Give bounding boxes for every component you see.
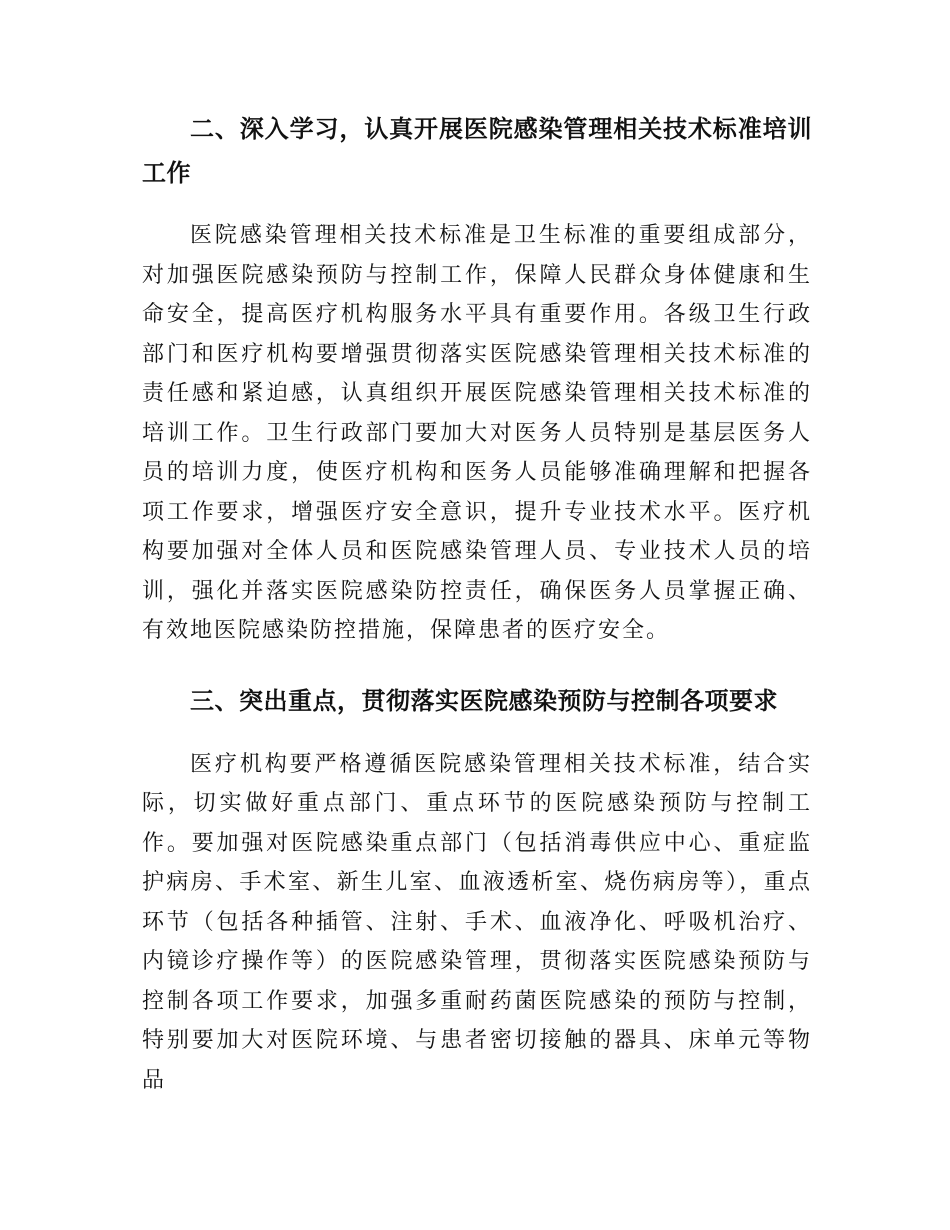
spacer — [142, 195, 812, 216]
section-three-paragraph: 医疗机构要严格遵循医院感染管理相关技术标准，结合实际，切实做好重点部门、重点环节的医院感染预防与控制工作。要加强对医院感染重点部门（包括消毒供应中心、重症监护病房、手术室、新生儿室、血液透析室、烧伤病房等），重点环节（包括各种插管、注射、手术、血液净化、呼吸机治疗、内镜诊疗操作等）的医院感染管理，贯彻落实医院感染预防与控制各项工作要求，加强多重耐药菌医院感染的预防与控制，特别要加大对医院环境、与患者密切接触的器具、床单元等物品 — [142, 751, 812, 1093]
section-three-heading: 三、突出重点，贯彻落实医院感染预防与控制各项要求 — [190, 686, 778, 715]
section-two-heading: 二、深入学习，认真开展医院感染管理相关技术标准培训工作 — [142, 115, 812, 187]
document-content — [142, 107, 812, 1100]
spacer — [142, 651, 812, 679]
spacer — [142, 723, 812, 745]
section-two-paragraph: 医院感染管理相关技术标准是卫生标准的重要组成部分，对加强医院感染预防与控制工作，保障人民群众身体健康和生命安全，提高医疗机构服务水平具有重要作用。各级卫生行政部门和医疗机构要增强贯彻落实医院感染管理相关技术标准的责任感和紧迫感，认真组织开展医院感染管理相关技术标准的培训工作。卫生行政部门要加大对医务人员特别是基层医务人员的培训力度，使医疗机构和医务人员能够准确理解和把握各项工作要求，增强医疗安全意识，提升专业技术水平。医疗机构要加强对全体人员和医院感染管理人员、专业技术人员的培训，强化并落实医院感染防控责任，确保医务人员掌握正确、有效地医院感染防控措施，保障患者的医疗安全。 — [142, 223, 812, 643]
